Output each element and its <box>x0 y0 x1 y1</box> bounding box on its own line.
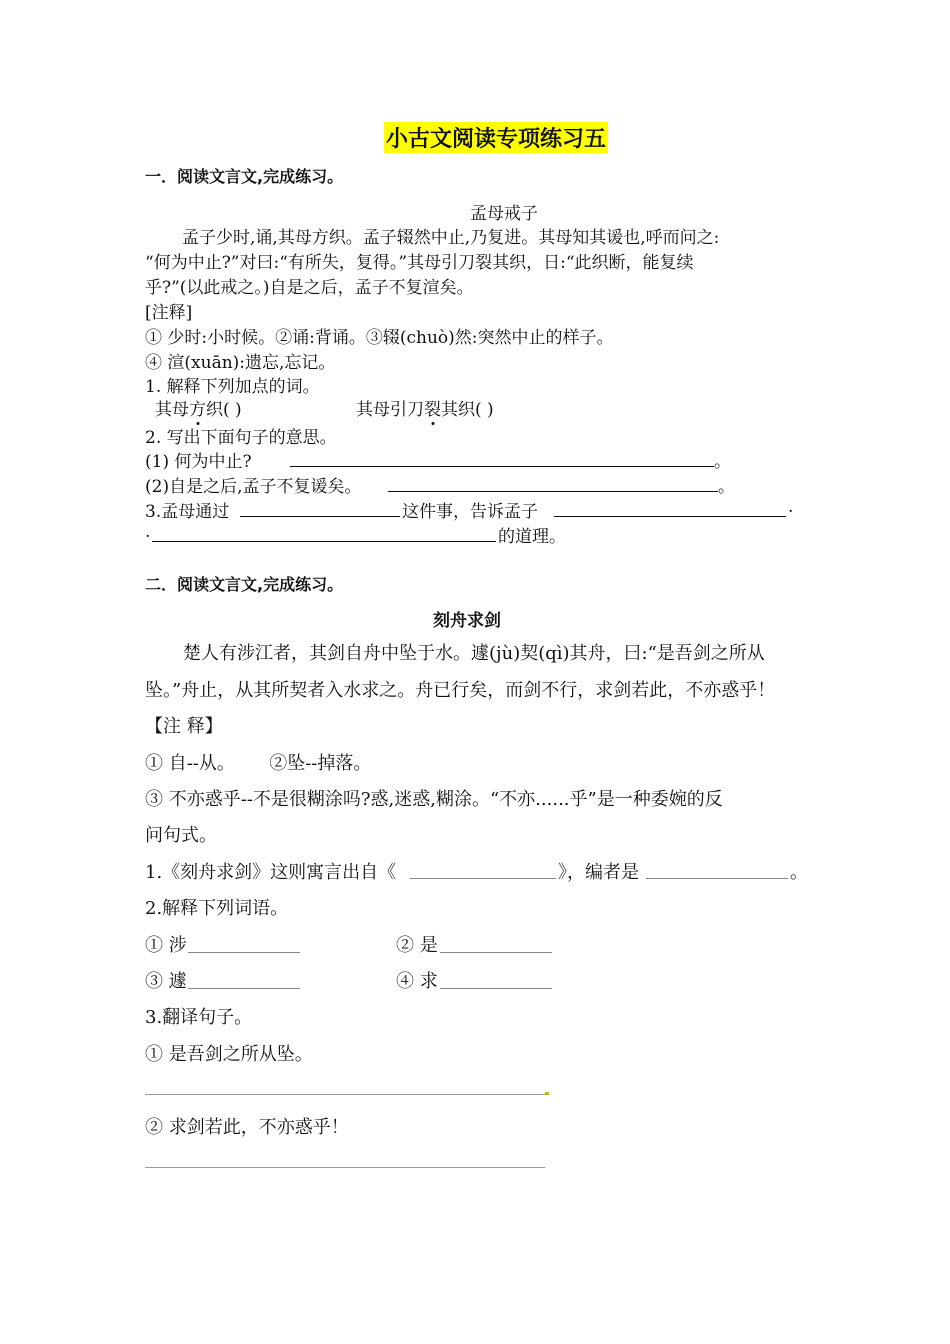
word-item-2 <box>356 395 494 420</box>
passage-1-line-2: “何为中止?”对曰:“有所失，复得。”其母引刀裂其织，日:“此织断，能复续 <box>145 253 694 273</box>
word-2-1: ① 涉 <box>145 935 187 956</box>
passage-2-line-1: 楚人有涉江者，其剑自舟中坠于水。遽(jù)契(qì)其舟，曰:“是吾剑之所从 <box>183 643 765 664</box>
passage-1-line-3: 乎?”(以此戒之。)自是之后，孟子不复渲矣。 <box>145 278 474 298</box>
word-item-2-post: 其织( ) <box>441 400 494 420</box>
sentence-1-1 <box>145 447 252 472</box>
period-2: 。 <box>718 477 735 497</box>
question-1-3-tail: . <box>788 497 794 517</box>
translate-2-2: ② 求剑若此，不亦惑乎！ <box>145 1117 349 1138</box>
answer-line-2-3b[interactable] <box>145 1167 545 1168</box>
word-item-1 <box>155 395 242 420</box>
sentence-1-1-text: (1) 何为中止? <box>145 452 252 472</box>
answer-line-2-1b[interactable] <box>646 877 788 879</box>
note-2-line-3: 问句式。 <box>145 825 217 846</box>
translate-2-1: ① 是吾剑之所从坠。 <box>145 1044 313 1065</box>
notes-label-1: [注释] <box>145 303 193 323</box>
story-title-2: 刻舟求剑 <box>433 611 501 631</box>
answer-line-1-1[interactable] <box>290 465 714 467</box>
answer-line-1-3c[interactable] <box>152 540 496 542</box>
question-1-1: 1. 解释下列加点的词。 <box>145 377 320 397</box>
dotted-char-2: 裂 <box>424 400 441 420</box>
section-1-heading: 一．阅读文言文,完成练习。 <box>145 167 344 186</box>
period-1: 。 <box>714 452 731 472</box>
answer-line-2-3a[interactable] <box>145 1094 545 1095</box>
question-2-1-mid: 》，编者是 <box>558 862 639 883</box>
answer-word-2-4[interactable] <box>440 987 552 989</box>
answer-line-1-2[interactable] <box>388 490 718 492</box>
word-2-3: ③ 遽 <box>145 971 187 992</box>
word-2-4: ④ 求 <box>396 971 438 992</box>
question-1-3-line2-post: 的道理。 <box>498 527 566 547</box>
question-2-1-end: 。 <box>790 862 808 883</box>
answer-word-2-1[interactable] <box>188 951 300 953</box>
question-2-1-pre: 1.《刻舟求剑》这则寓言出自《 <box>145 862 397 883</box>
question-2-3: 3.翻译句子。 <box>145 1007 253 1028</box>
passage-2-line-2: 坠。”舟止，从其所契者入水求之。舟已行矣，而剑不行，求剑若此，不亦惑乎！ <box>145 680 776 701</box>
yellow-mark <box>545 1092 549 1095</box>
answer-line-1-3a[interactable] <box>240 515 400 517</box>
answer-line-2-1a[interactable] <box>410 877 556 879</box>
question-1-3-line2-pre: . <box>145 522 151 542</box>
notes-label-2: 【注 释】 <box>145 716 223 737</box>
story-title-1: 孟母戒子 <box>470 204 538 224</box>
sentence-1-2: (2)自是之后,孟子不复谖矣。 <box>145 477 362 497</box>
word-item-1-pre: 其母 <box>155 400 189 420</box>
word-2-2: ② 是 <box>396 935 438 956</box>
question-2-2: 2.解释下列词语。 <box>145 898 289 919</box>
note-1-line-2: ④ 渲(xuān):遗忘,忘记。 <box>145 353 336 373</box>
page-title: 小古文阅读专项练习五 <box>384 122 608 153</box>
dotted-char-1: 方 <box>189 400 206 420</box>
passage-1-line-1: 孟子少时,诵,其母方织。孟子辍然中止,乃复进。其母知其谖也,呼而问之: <box>182 228 720 248</box>
note-2-line-1: ① 自--从。 ②坠--掉落。 <box>145 753 372 774</box>
answer-line-1-3b[interactable] <box>554 515 786 517</box>
question-1-2: 2. 写出下面句子的意思。 <box>145 428 337 448</box>
question-1-3-pre: 3.孟母通过 <box>145 502 230 522</box>
section-2-heading: 二．阅读文言文,完成练习。 <box>145 575 344 594</box>
answer-word-2-2[interactable] <box>440 951 552 953</box>
answer-word-2-3[interactable] <box>188 987 300 989</box>
note-1-line-1: ① 少时:小时候。②诵:背诵。③辍(chuò)然:突然中止的样子。 <box>145 328 614 348</box>
question-1-3-mid: 这件事，告诉孟子 <box>402 502 538 522</box>
note-2-line-2: ③ 不亦惑乎--不是很糊涂吗?惑,迷惑,糊涂。“不亦......乎”是一种委婉的反 <box>145 789 723 810</box>
word-item-2-pre: 其母引刀 <box>356 400 424 420</box>
word-item-1-post: 织( ) <box>206 400 242 420</box>
